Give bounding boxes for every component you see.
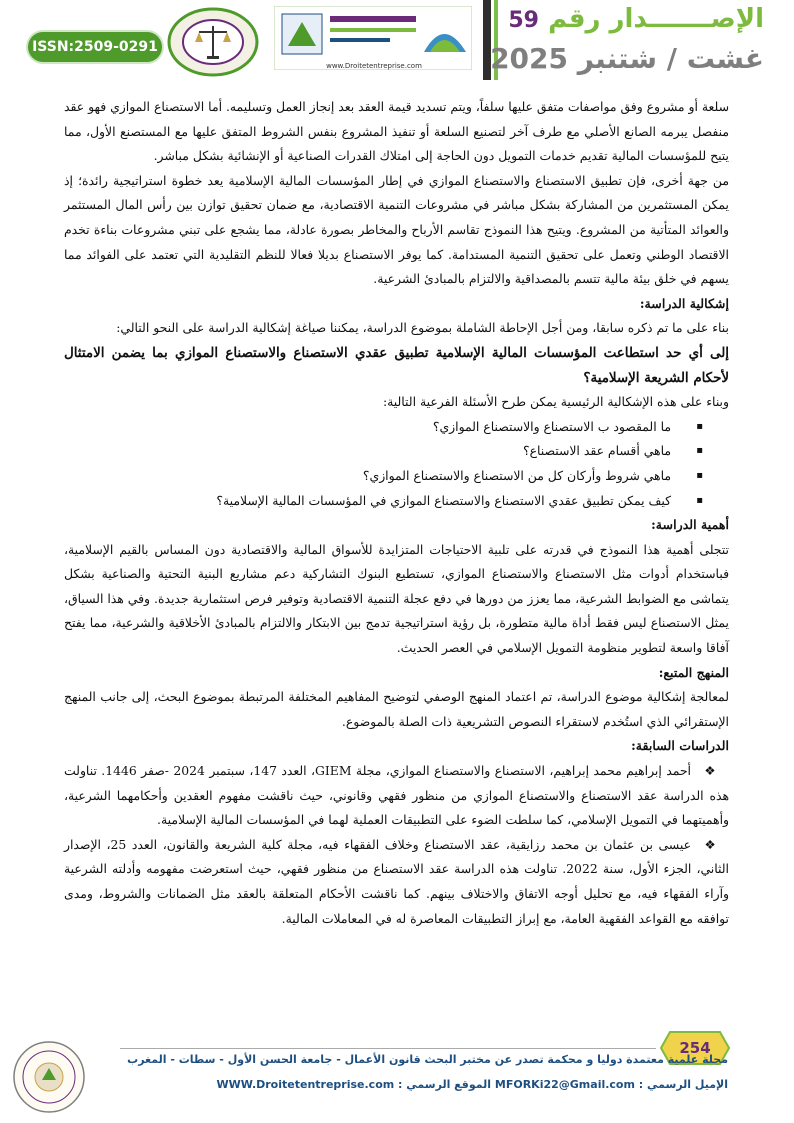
section-heading-previous-studies: الدراسات السابقة:	[631, 738, 729, 754]
paragraph: لمعالجة إشكالية موضوع الدراسة، تم اعتماد المنهج الوصفي لتوضيح المفاهيم المختلفة المرتبطة بموضوع البحث، إلى جانب المنهج الإستقرائي الذي استُخدم لاستقراء النصوص التشريعية ذات الصلة بالموضوع.	[64, 689, 729, 729]
journal-emblem-logo	[165, 6, 261, 78]
lab-banner-logo	[274, 6, 472, 70]
list-item: ▪ ما المقصود ب الاستصناع والاستصناع الموازي؟	[64, 415, 703, 440]
section-heading-problem: إشكالية الدراسة:	[639, 295, 729, 311]
reference-text: أحمد إبراهيم محمد إبراهيم، الاستصناع والاستصناع الموازي، مجلة GIEM، العدد 147، سبتمبر 2024 -صفر 1446. تناولت هذه الدراسة عقد الاستصناع والاستصناع الموازي من منظور فقهي وقانوني، حيث ناقشت مفهوم العقدين وأحكامهما الشرعية، وأهميتهما في التمويل الإسلامي، كما سلطت الضوء على التطبيقات العملية لهما في المؤسسات المالية الإسلامية.	[64, 763, 729, 828]
paragraph: تتجلى أهمية هذا النموذج في قدرته على تلبية الاحتياجات المتزايدة للأسواق المالية والاقتصادية دون المساس بالقيم الإسلامية، فباستخدام أدوات مثل الاستصناع والاستصناع الموازي، تستطيع البنوك التشاركية دعم مشاريع البنية التحتية والصناعية بشكل يتماشى مع الضوابط الشرعية، مما يعزز من دورها في دفع عجلة التنمية الاقتصادية وتوفير فرص استثمارية جديدة. وفي هذا السياق، يمثل الاستصناع ليس فقط أداة مالية متطورة، بل رؤية استراتيجية تدمج بين الابتكار والالتزام بالمبادئ الأخلاقية والشرعية، مما يفتح آفاقا واسعة لتطوير منظومة التمويل الإسلامي في العصر الحديث.	[64, 541, 729, 656]
header-website: www.Droitetentreprise.com	[326, 62, 422, 70]
section-heading-importance: أهمية الدراسة:	[651, 517, 729, 533]
paragraph: سلعة أو مشروع وفق مواصفات متفق عليها سلفاً، ويتم تسديد قيمة العقد بعد إنجاز العمل وتسليمه. أما الاستصناع الموازي فهو عقد منفصل يبرمه الصانع الأصلي مع طرف آخر لتصنيع السلعة أو تنفيذ المشروع بنفس الشروط المتفق عليها مع المستصنع الأول، مما يتيح للمؤسسات المالية تقديم خدمات التمويل دون الحاجة إلى امتلاك القدرات الصناعية أو الإنشائية بشكل مباشر.	[64, 99, 729, 164]
diamond-bullet-icon: ❖	[704, 763, 716, 779]
footer-divider	[120, 1048, 656, 1049]
footer-contact-line: الإميل الرسمي : MFORKi22@Gmail.com الموقع الرسمي : WWW.Droitetentreprise.com	[216, 1078, 728, 1091]
issue-label: الإصـــــــدار رقم	[548, 4, 764, 34]
diamond-bullet-icon: ❖	[704, 836, 716, 852]
sub-questions-list	[64, 415, 729, 513]
reference-item	[64, 833, 729, 931]
paragraph: من جهة أخرى، فإن تطبيق الاستصناع والاستصناع الموازي في إطار المؤسسات المالية الإسلامية يعد خطوة استراتيجية رائدة؛ إذ يمكن المستثمرين من المشاركة بشكل مباشر في مشروعات التنمية الاقتصادية، مع ضمان تحقيق توازن بين رأس المال المستثمر والعوائد المتأتية من المشروع. ويتيح هذا النموذج تقاسم الأرباح والمخاطر بصورة عادلة، مما يشجع على تبني مشروعات بناءة تخدم الاقتصاد الوطني وتعمل على تحقيق التنمية المستدامة. كما يوفر الاستصناع بديلا فعالا للنظم التقليدية التي تعتمد على الفوائد مما يسهم في خلق بيئة مالية تتسم بالمصداقية والالتزام بالمبادئ الشرعية.	[64, 172, 729, 287]
issn-badge: ISSN:2509-0291	[28, 32, 162, 62]
issue-title	[508, 4, 764, 34]
section-heading-method: المنهج المتبع:	[658, 664, 729, 680]
journal-seal-logo	[12, 1040, 86, 1114]
page-header	[0, 0, 794, 86]
footer-journal-line: مجلة علمية معتمدة دوليا و محكمة تصدر عن مختبر البحث قانون الأعمال - جامعة الحسن الأول - سطات - المغرب	[127, 1053, 728, 1066]
reference-text: عيسى بن عثمان بن محمد رزايقية، عقد الاستصناع وخلاف الفقهاء فيه، مجلة كلية الشريعة والقانون، العدد 25، الإصدار الثاني، الجزء الأول، سنة 2022. تناولت هذه الدراسة عقد الاستصناع من منظور فقهي، حيث استعرضت مفهومه وأدلته الشرعية وآراء الفقهاء فيه، مع تحليل أوجه الاتفاق والاختلاف بينهم. كما ناقشت الأحكام المتعلقة بالعقد مثل الضمانات والشروط، ومدى توافقه مع القواعد الفقهية العامة، مع إبراز التطبيقات المعاصرة له في المعاملات المالية.	[64, 836, 729, 926]
article-body	[64, 95, 729, 931]
issue-date: غشت / شتنبر 2025	[490, 42, 764, 75]
list-item: ▪ ماهي أقسام عقد الاستصناع؟	[64, 439, 703, 464]
paragraph: بناء على ما تم ذكره سابقا، ومن أجل الإحاطة الشاملة بموضوع الدراسة، يمكننا صياغة إشكالية الدراسة على النحو التالي:	[116, 320, 729, 336]
reference-item	[64, 759, 729, 833]
issue-number: 59	[508, 8, 539, 33]
paragraph: وبناء على هذه الإشكالية الرئيسية يمكن طرح الأسئلة الفرعية التالية:	[382, 394, 729, 410]
research-question: إلى أي حد استطاعت المؤسسات المالية الإسلامية تطبيق عقدي الاستصناع والاستصناع الموازي بما يضمن الامتثال لأحكام الشريعة الإسلامية؟	[64, 344, 729, 386]
page-number: 254	[679, 1039, 711, 1057]
list-item: ▪ ماهي شروط وأركان كل من الاستصناع والاستصناع الموازي؟	[64, 464, 703, 489]
list-item: ▪ كيف يمكن تطبيق عقدي الاستصناع والاستصناع الموازي في المؤسسات المالية الإسلامية؟	[64, 489, 703, 514]
